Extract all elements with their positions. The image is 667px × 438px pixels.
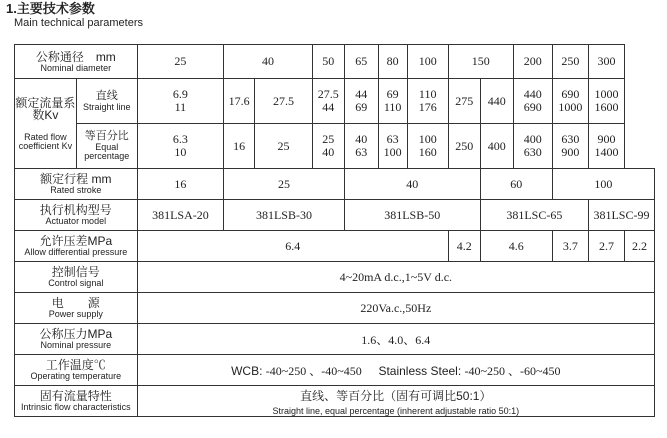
kv-straight-cell: 690 1000	[552, 79, 588, 124]
pressure-diff-value: 2.7	[588, 231, 624, 262]
row-stroke	[15, 169, 655, 200]
row-actuator	[15, 200, 655, 231]
kv-equal-cell: 250	[448, 124, 480, 169]
diameter-100: 100	[407, 45, 448, 79]
actuator-model: 381LSC-99	[588, 200, 654, 231]
label-flow-characteristics: 固有流量特性 Intrinsic flow characteristics	[15, 386, 138, 417]
kv-equal-cell: 63 100	[378, 124, 407, 169]
wcb-range: -40~250 、-40~450	[265, 363, 362, 378]
control-signal-value: 4~20mA d.c.,1~5V d.c.	[137, 262, 654, 293]
diameter-250: 250	[552, 45, 588, 79]
kv-equal-cell: 16	[224, 124, 255, 169]
section-subtitle: Main technical parameters	[14, 17, 144, 29]
row-nominal-pressure	[15, 324, 655, 355]
spec-table	[14, 44, 655, 417]
stroke-value: 16	[137, 169, 224, 200]
section-heading	[6, 2, 143, 29]
stroke-value: 40	[344, 169, 480, 200]
pressure-diff-value: 4.2	[448, 231, 480, 262]
wcb-label: WCB:	[231, 363, 263, 378]
row-flow-characteristics	[15, 386, 655, 417]
label-actuator: 执行机构型号 Actuator model	[15, 200, 138, 231]
kv-equal-cell: 25 40	[312, 124, 344, 169]
label-power-supply: 电 源 Power supply	[15, 293, 138, 324]
pressure-diff-value: 3.7	[552, 231, 588, 262]
label-straight: 直线 Straight line	[76, 79, 137, 124]
diameter-25: 25	[137, 45, 224, 79]
section-title: 1.主要技术参数	[6, 1, 95, 16]
nominal-pressure-value: 1.6、4.0、6.4	[137, 324, 654, 355]
kv-equal-cell: 6.3 10	[137, 124, 224, 169]
kv-equal-cell: 100 160	[407, 124, 448, 169]
row-temperature	[15, 355, 655, 386]
kv-straight-cell: 27.5	[255, 79, 313, 124]
kv-equal-cell: 900 1400	[588, 124, 624, 169]
kv-straight-cell: 6.9 11	[137, 79, 224, 124]
kv-straight-cell: 440 690	[513, 79, 552, 124]
kv-equal-cell: 400 630	[513, 124, 552, 169]
diameter-200: 200	[513, 45, 552, 79]
kv-straight-cell: 17.6	[224, 79, 255, 124]
stroke-value: 60	[480, 169, 552, 200]
actuator-model: 381LSA-20	[137, 200, 224, 231]
row-power-supply	[15, 293, 655, 324]
diameter-300: 300	[588, 45, 624, 79]
diameter-65: 65	[344, 45, 378, 79]
kv-straight-cell: 110 176	[407, 79, 448, 124]
actuator-model: 381LSB-30	[224, 200, 345, 231]
kv-straight-cell: 69 110	[378, 79, 407, 124]
kv-equal-cell: 25	[255, 124, 313, 169]
diameter-150: 150	[448, 45, 513, 79]
row-pressure-diff	[15, 231, 655, 262]
power-supply-value: 220Va.c.,50Hz	[137, 293, 654, 324]
row-kv-straight	[15, 79, 655, 124]
actuator-model: 381LSC-65	[480, 200, 588, 231]
label-equal: 等百分比 Equal percentage	[76, 124, 137, 169]
kv-equal-cell: 400	[480, 124, 513, 169]
stainless-range: -40~250 、-60~450	[464, 363, 561, 378]
kv-equal-cell: 630 900	[552, 124, 588, 169]
kv-straight-cell: 1000 1600	[588, 79, 624, 124]
pressure-diff-value: 6.4	[137, 231, 448, 262]
flow-characteristics-value: 直线、等百分比（固有可调比50:1） Straight line, equal percentage (inherent adjustable ratio 50:1)	[137, 386, 654, 417]
kv-straight-cell: 440	[480, 79, 513, 124]
label-stroke: 额定行程 mm Rated stroke	[15, 169, 138, 200]
kv-straight-cell: 27.5 44	[312, 79, 344, 124]
label-pressure-diff: 允许压差MPa Allow differential pressure	[15, 231, 138, 262]
row-nominal-diameter	[15, 45, 655, 79]
row-control-signal	[15, 262, 655, 293]
row-kv-equal	[15, 124, 655, 169]
pressure-diff-value: 2.2	[624, 231, 654, 262]
kv-equal-cell: 40 63	[344, 124, 378, 169]
stainless-label: Stainless Steel:	[378, 363, 462, 378]
stroke-value: 100	[552, 169, 654, 200]
kv-straight-cell: 275	[448, 79, 480, 124]
label-kv: 额定流量系数Kv Rated flow coefficient Kv	[15, 79, 77, 169]
diameter-50: 50	[312, 45, 344, 79]
label-nominal-diameter: 公称通径 mm Nominal diameter	[15, 45, 138, 79]
pressure-diff-value: 4.6	[480, 231, 552, 262]
actuator-model: 381LSB-50	[344, 200, 480, 231]
diameter-80: 80	[378, 45, 407, 79]
label-control-signal: 控制信号 Control signal	[15, 262, 138, 293]
label-temperature: 工作温度℃ Operating temperature	[15, 355, 138, 386]
temperature-value	[137, 355, 654, 386]
kv-straight-cell: 44 69	[344, 79, 378, 124]
label-nominal-pressure: 公称压力MPa Nominal pressure	[15, 324, 138, 355]
diameter-40: 40	[224, 45, 313, 79]
stroke-value: 25	[224, 169, 345, 200]
